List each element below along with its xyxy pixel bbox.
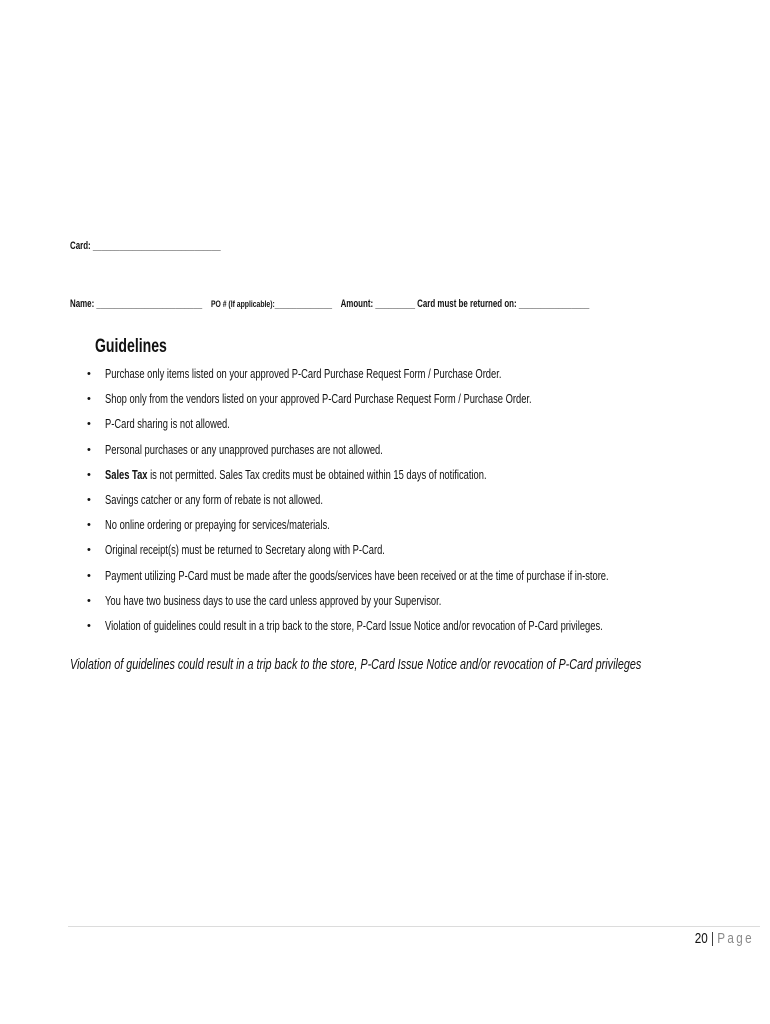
bullet-icon: • bbox=[87, 393, 91, 406]
return-date-blank[interactable]: ________________ bbox=[518, 298, 590, 310]
page-separator: | bbox=[711, 930, 715, 947]
guideline-text: Personal purchases or any unapproved purchases are not allowed. bbox=[105, 441, 383, 457]
card-label: Card: bbox=[70, 240, 91, 252]
bullet-icon: • bbox=[87, 544, 91, 557]
amount-blank[interactable]: _________ bbox=[375, 298, 415, 310]
bullet-icon: • bbox=[87, 519, 91, 532]
name-po-amount-line bbox=[70, 298, 770, 310]
po-blank[interactable]: _____________ bbox=[274, 298, 333, 310]
bullet-icon: • bbox=[87, 443, 91, 456]
return-date-label: Card must be returned on: bbox=[417, 298, 517, 310]
footer-divider bbox=[68, 926, 760, 927]
bullet-icon: • bbox=[87, 468, 91, 481]
name-label: Name: bbox=[70, 298, 95, 310]
bullet-icon: • bbox=[87, 569, 91, 582]
guideline-item bbox=[0, 517, 770, 537]
bullet-icon: • bbox=[87, 594, 91, 607]
guideline-item bbox=[0, 416, 770, 436]
page-word: Page bbox=[717, 930, 754, 947]
guideline-text: P-Card sharing is not allowed. bbox=[105, 416, 230, 432]
guideline-item bbox=[0, 542, 770, 562]
guideline-text: No online ordering or prepaying for services/materials. bbox=[105, 517, 330, 533]
bullet-icon: • bbox=[87, 418, 91, 431]
po-label: PO # (If applicable): bbox=[210, 299, 275, 310]
bullet-icon: • bbox=[87, 368, 91, 380]
guideline-text: Savings catcher or any form of rebate is not allowed. bbox=[105, 492, 323, 507]
guideline-item bbox=[0, 593, 770, 613]
guideline-item bbox=[0, 467, 770, 487]
guideline-item bbox=[0, 366, 770, 386]
guideline-text: You have two business days to use the card unless approved by your Supervisor. bbox=[105, 592, 442, 608]
guidelines-heading: Guidelines bbox=[95, 336, 167, 357]
bullet-icon: • bbox=[87, 494, 91, 506]
guideline-text: Shop only from the vendors listed on your approved P-Card Purchase Request Form / Purchase Order. bbox=[105, 391, 532, 407]
guideline-text: Purchase only items listed on your approved P-Card Purchase Request Form / Purchase Order. bbox=[105, 366, 502, 381]
guideline-bold-term: Sales Tax bbox=[105, 466, 148, 482]
guideline-text: Sales Tax is not permitted. Sales Tax credits must be obtained within 15 days of notification. bbox=[105, 466, 487, 482]
card-blank[interactable]: _____________________________ bbox=[92, 240, 221, 252]
guideline-item bbox=[0, 568, 770, 588]
bullet-icon: • bbox=[87, 620, 91, 632]
card-field-line bbox=[70, 240, 279, 252]
guideline-text: Violation of guidelines could result in a trip back to the store, P-Card Issue Notice and/or revocation of P-Card privileges. bbox=[105, 618, 603, 633]
guideline-item bbox=[0, 492, 770, 512]
amount-label: Amount: bbox=[340, 298, 374, 310]
page-number-footer bbox=[678, 930, 754, 947]
guideline-item bbox=[0, 391, 770, 411]
guideline-item bbox=[0, 442, 770, 462]
guideline-text: Original receipt(s) must be returned to Secretary along with P-Card. bbox=[105, 542, 385, 558]
page-number: 20 bbox=[694, 930, 708, 947]
guideline-text: Payment utilizing P-Card must be made after the goods/services have been received or at the time of purchase if in-store. bbox=[105, 567, 609, 583]
guideline-item bbox=[0, 618, 770, 638]
name-blank[interactable]: ________________________ bbox=[96, 298, 203, 310]
violation-warning: Violation of guidelines could result in a trip back to the store, P-Card Issue Notice and/or revocation of P-Card privileges bbox=[70, 656, 642, 673]
